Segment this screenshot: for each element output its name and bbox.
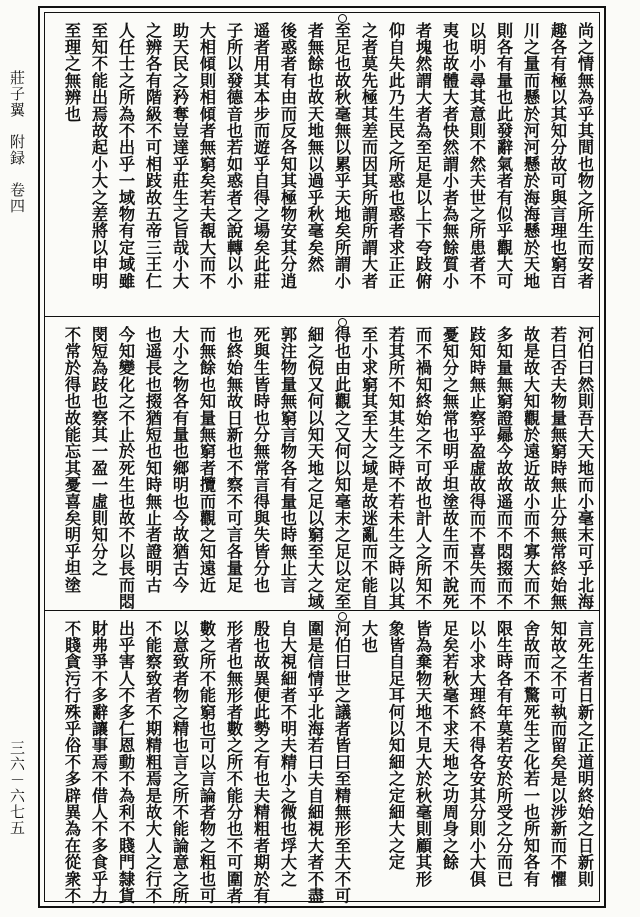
text-column: 也遥長也掇猶短也知時無止者證明古 — [143, 326, 162, 594]
text-column: 若曰否夫物量無窮時無止分無常終始無 — [548, 326, 567, 610]
text-column: 以小求大理終不得各安其分則小大俱 — [467, 620, 486, 888]
text-column: 之者莫先極其差而因其所謂所謂大者 — [359, 22, 378, 290]
text-column: 今知變化之不止於死生也故不以長而悶 — [116, 326, 135, 610]
text-column: 至知不能出焉故起小大之差將以申明 — [89, 22, 108, 290]
text-column: 圍是信情乎北海若曰夫自細視大者不盡 — [305, 620, 324, 904]
text-column: 郭注物量無窮言物各有量也時無止言 — [278, 326, 297, 594]
text-column: 尚之情無為乎其間也物之所生而安者 — [575, 22, 594, 290]
text-column: 不常於得也故能忘其憂喜矣明乎坦塗 — [62, 326, 81, 594]
text-column: 故是故大知觀於遠近故小而不寡大而不 — [521, 326, 540, 610]
text-column: 多知量無窮證曏今故故遥而不悶掇而不 — [494, 326, 513, 610]
text-panel-bottom — [50, 620, 596, 904]
text-column: 至小求窮其至大之域是故迷亂而不能自 — [359, 326, 378, 610]
text-column: 夷也故體大者快然謂小者為無餘質小 — [440, 22, 459, 290]
text-column: 自大視細者不明夫精小之微也垺大之 — [278, 620, 297, 888]
text-column: 數之所不能窮也可以言論者物之粗也可 — [197, 620, 216, 904]
text-column: 限生時各有年莫若安於所受之分而已 — [494, 620, 513, 888]
panel-divider-bottom — [44, 610, 600, 611]
text-column: 不能察致者不期精粗焉是故大人之行不 — [143, 620, 162, 904]
text-column: 皆為棄物天地不見大於秋毫則顧其形 — [413, 620, 432, 888]
text-column: 知故之不可執而留矣是以涉新而不懼 — [548, 620, 567, 888]
text-column: 則各有量也此發辭氣者有似乎觀大可 — [494, 22, 513, 290]
text-column: 者塊然謂大者為至足是以上下夸跂俯 — [413, 22, 432, 290]
text-column: 以意致者物之精也言之所不能論意之所 — [170, 620, 189, 904]
text-column: 形者也無形者數之所不能分也不可圍者 — [224, 620, 243, 904]
text-column: 大相傾則相傾者無窮矣若夫覩大而不 — [197, 22, 216, 290]
text-column: 子所以發德音也若如惑者之說轉以小 — [224, 22, 243, 290]
text-column: 死與生皆時也分無常言得與失皆分也 — [251, 326, 270, 594]
text-column: 象皆自足耳何以知細之定細大之定 — [386, 620, 405, 871]
text-column: 人任士之所為不出乎一域物有定域雖 — [116, 22, 135, 290]
text-column: 舍故而不驚死生之化若一也所知各有 — [521, 620, 540, 888]
text-column: 得也由此觀之又何以知毫末之足以定至 — [332, 326, 351, 610]
text-column: 也終始無故日新也不察不可言各量足 — [224, 326, 243, 594]
text-column: 後惑者有由而反各知其極物安其分逍 — [278, 22, 297, 290]
text-column: 細之倪又何以知天地之足以窮至大之域 — [305, 326, 324, 610]
text-column: 言死生者日新之正道明終始之日新則 — [575, 620, 594, 888]
text-column: 不賤貪污行殊乎俗不多辟異為在從衆不 — [62, 620, 81, 904]
text-panel-middle — [50, 326, 596, 610]
text-column: 至理之無辨也 — [62, 22, 81, 123]
text-column: 足矣若秋毫不求天地之功周身之餘 — [440, 620, 459, 871]
text-column: 殷也故異便此勢之有也夫精粗者期於有 — [251, 620, 270, 904]
text-column: 而不禍知終始之不可故也計人之所知不 — [413, 326, 432, 610]
text-column: 大也 — [359, 620, 378, 654]
text-column: 以明小尋其意則不然夫世之所患者不 — [467, 22, 486, 290]
panel-divider-top — [44, 316, 600, 317]
text-column: 大小之物各有量也鄉明也今故猶古今 — [170, 326, 189, 594]
text-column: 閔短為跂也察其一盈一虛則知分之 — [89, 326, 108, 577]
text-column: 憂知分之無常也明乎坦塗故生而不說死 — [440, 326, 459, 610]
text-column: 趣各有極以其知分故可與言理也窮百 — [548, 22, 567, 290]
text-column: 遥者用其本步而遊乎自得之場矣此莊 — [251, 22, 270, 290]
text-column: 若其所不知其生之時不若未生之時以其 — [386, 326, 405, 610]
text-column: 而無餘也知量無窮者攬而觀之知遠近 — [197, 326, 216, 594]
text-column: 至足也故秋毫無以累乎天地矣所謂小 — [332, 22, 351, 290]
page-number-margin: 三六－六七五 — [8, 740, 26, 836]
text-column: 川之量而懸於河河懸於海海懸於天地 — [521, 22, 540, 290]
text-column: 之辨各有階級不可相跂故五帝三王仁 — [143, 22, 162, 290]
text-column: 仰自失此乃生民之所惑也惑者求正正 — [386, 22, 405, 290]
text-column: 助天民之矜奪豈達乎莊生之旨哉小大 — [170, 22, 189, 290]
text-column: 河伯曰世之議者皆曰至精無形至大不可 — [332, 620, 351, 904]
text-column: 出乎害人不多仁恩動不為利不賤門隸貨 — [116, 620, 135, 904]
book-title-margin: 莊子翼 附録 卷四 — [8, 70, 26, 214]
text-column: 河伯曰然則吾大天地而小毫末可乎北海 — [575, 326, 594, 610]
text-column: 者無餘也故天地無以過乎秋毫矣然 — [305, 22, 324, 273]
text-column: 跂知時無止察乎盈虛故得而不喜失而不 — [467, 326, 486, 610]
text-column: 財弗爭不多辭讓事焉不借人不多食乎力 — [89, 620, 108, 904]
text-panel-top — [50, 22, 596, 312]
